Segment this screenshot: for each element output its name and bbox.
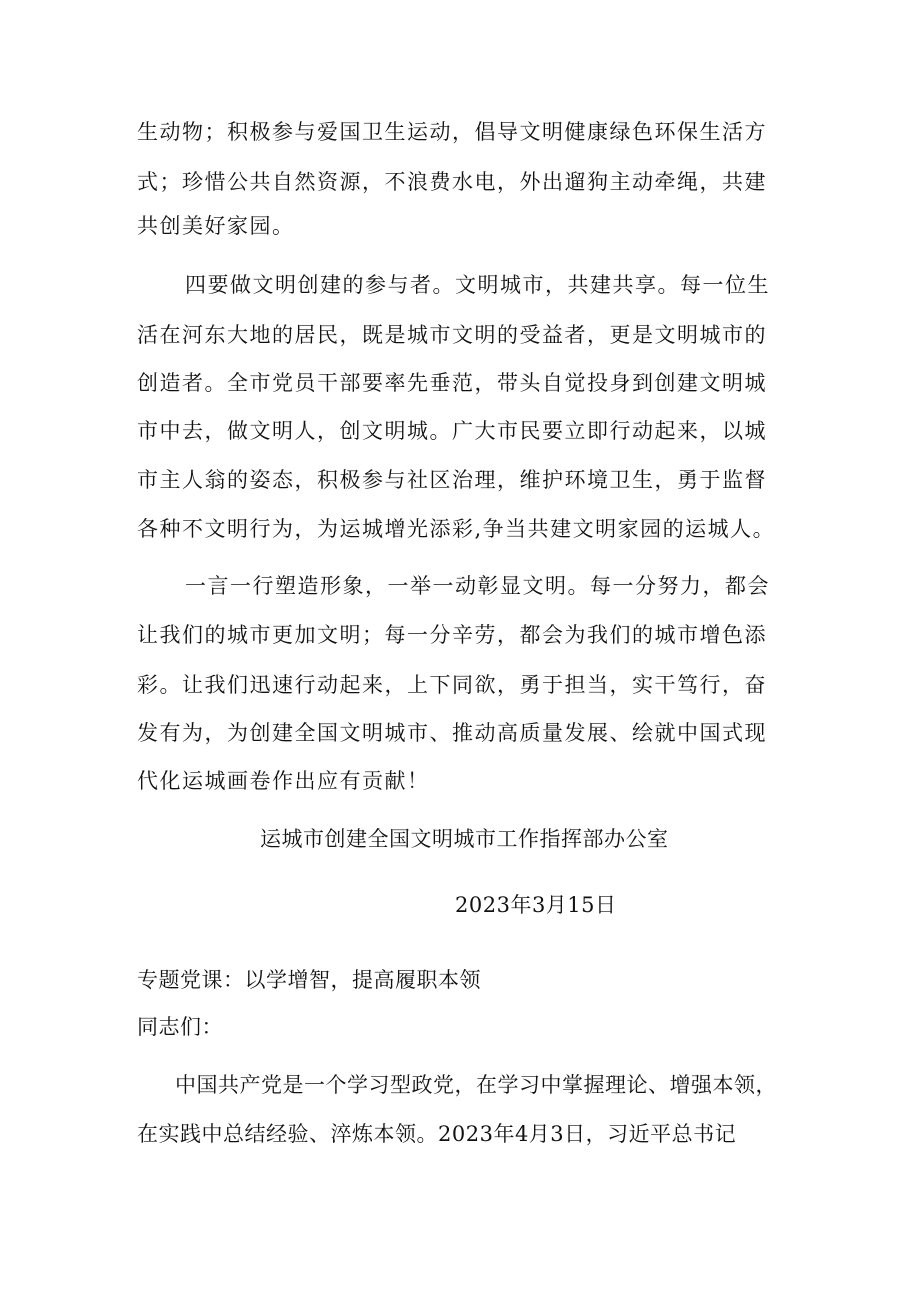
paragraph-line: 在实践中总结经验、淬炼本领。2023年4月3日，习近平总书记	[137, 1122, 737, 1146]
signature-organization: 运城市创建全国文明城市工作指挥部办公室	[260, 827, 669, 851]
paragraph-line: 四要做文明创建的参与者。文明城市，共建共享。每一位生	[185, 273, 770, 297]
section-title: 专题党课：以学增智，提高履职本领	[137, 968, 481, 992]
paragraph-line: 活在河东大地的居民，既是城市文明的受益者，更是文明城市的	[137, 323, 767, 347]
paragraph-line: 创造者。全市党员干部要率先垂范，带头自觉投身到创建文明城	[137, 371, 767, 395]
paragraph-line: 让我们的城市更加文明；每一分辛劳，都会为我们的城市增色添	[137, 623, 767, 647]
paragraph-line: 市中去，做文明人，创文明城。广大市民要立即行动起来，以城	[137, 419, 767, 443]
salutation: 同志们：	[137, 1015, 223, 1039]
paragraph-line: 共创美好家园。	[137, 214, 295, 238]
paragraph-line: 一言一行塑造形象，一举一动彰显文明。每一分努力，都会	[185, 574, 770, 598]
paragraph-line: 发有为，为创建全国文明城市、推动高质量发展、绘就中国式现	[137, 721, 767, 745]
paragraph-line: 各种不文明行为，为运城增光添彩,争当共建文明家园的运城人。	[137, 517, 776, 541]
paragraph-line: 中国共产党是一个学习型政党，在学习中掌握理论、增强本领，	[175, 1073, 777, 1097]
paragraph-line: 生动物；积极参与爱国卫生运动，倡导文明健康绿色环保生活方	[137, 120, 767, 144]
paragraph-line: 式；珍惜公共自然资源，不浪费水电，外出遛狗主动牵绳，共建	[137, 170, 767, 194]
paragraph-line: 彩。让我们迅速行动起来，上下同欲，勇于担当，实干笃行，奋	[137, 673, 767, 697]
paragraph-line: 市主人翁的姿态，积极参与社区治理，维护环境卫生，勇于监督	[137, 468, 767, 492]
signature-date: 2023年3月15日	[455, 893, 617, 917]
paragraph-line: 代化运城画卷作出应有贡献！	[137, 769, 430, 793]
